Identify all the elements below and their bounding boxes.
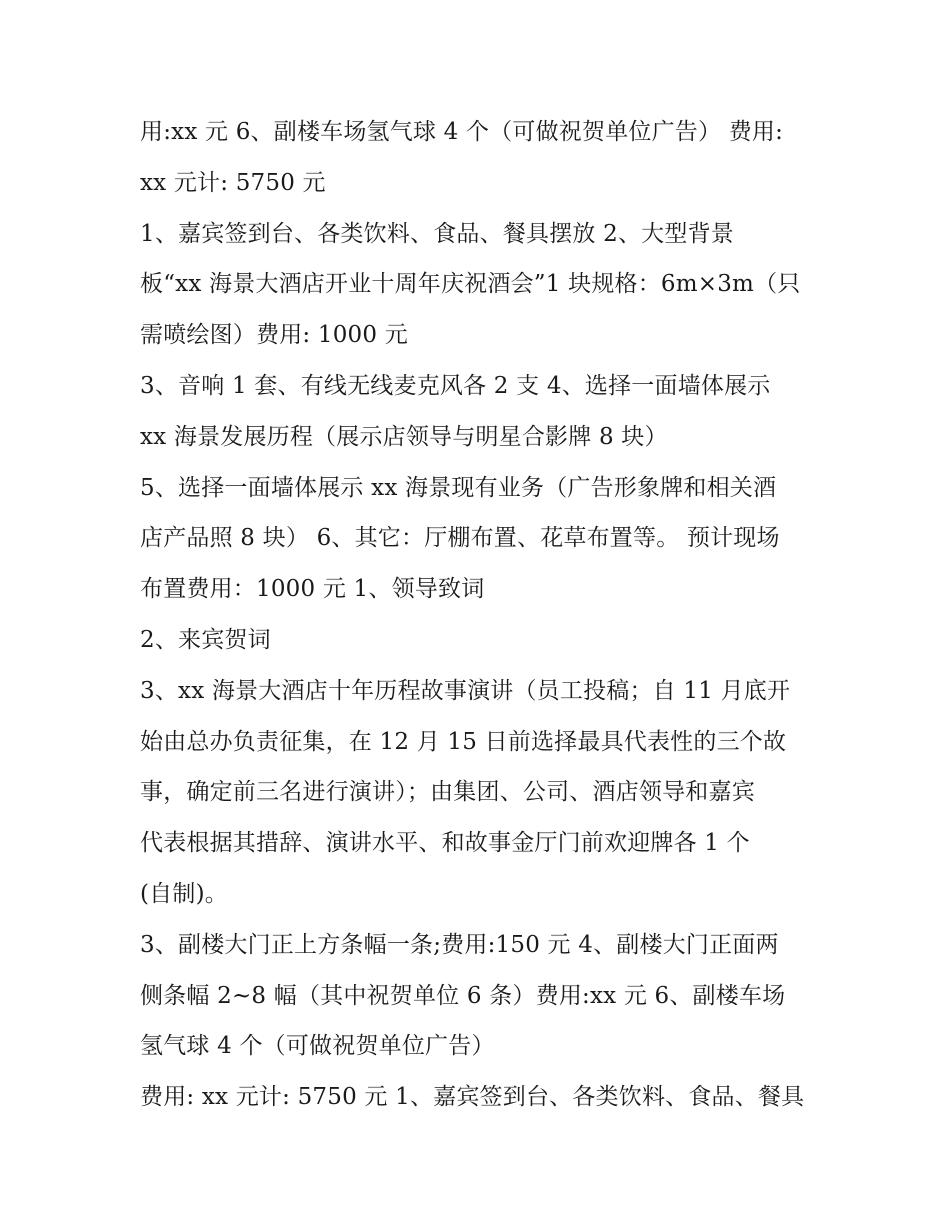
text-line-18: 侧条幅 2~8 幅（其中祝贺单位 6 条）费用:xx 元 6、副楼车场 bbox=[140, 982, 786, 1009]
text-line-8: 5、选择一面墙体展示 xx 海景现有业务（广告形象牌和相关酒 bbox=[140, 474, 777, 501]
text-line-7: xx 海景发展历程（展示店领导与明星合影牌 8 块） bbox=[140, 423, 668, 450]
document-body bbox=[140, 107, 820, 1123]
text-line-11: 2、来宾贺词 bbox=[140, 626, 271, 653]
text-line-12: 3、xx 海景大酒店十年历程故事演讲（员工投稿；自 11 月底开 bbox=[140, 677, 791, 704]
text-line-5: 需喷绘图）费用: 1000 元 bbox=[140, 322, 408, 349]
text-line-1: 用:xx 元 6、副楼车场氢气球 4 个（可做祝贺单位广告） 费用: bbox=[140, 119, 784, 145]
text-line-16: (自制)。 bbox=[140, 880, 228, 907]
text-line-6: 3、音响 1 套、有线无线麦克风各 2 支 4、选择一面墙体展示 bbox=[140, 372, 771, 399]
text-line-2: xx 元计: 5750 元 bbox=[140, 169, 326, 196]
text-line-15: 代表根据其措辞、演讲水平、和故事金厅门前欢迎牌各 1 个 bbox=[140, 830, 750, 857]
text-line-10: 布置费用：1000 元 1、领导致词 bbox=[140, 576, 485, 603]
text-line-14: 事，确定前三名进行演讲）；由集团、公司、酒店领导和嘉宾 bbox=[140, 779, 755, 806]
text-line-13: 始由总办负责征集，在 12 月 15 日前选择最具代表性的三个故 bbox=[140, 728, 787, 755]
text-line-19: 氢气球 4 个（可做祝贺单位广告） bbox=[140, 1033, 495, 1060]
text-line-4: 板“xx 海景大酒店开业十周年庆祝酒会”1 块规格：6m×3m（只 bbox=[140, 271, 801, 298]
text-line-20: 费用: xx 元计: 5750 元 1、嘉宾签到台、各类饮料、食品、餐具 bbox=[140, 1084, 805, 1111]
text-line-9: 店产品照 8 块） 6、其它：厅棚布置、花草布置等。 预计现场 bbox=[140, 525, 780, 552]
text-line-3: 1、嘉宾签到台、各类饮料、食品、餐具摆放 2、大型背景 bbox=[140, 220, 734, 247]
text-line-17: 3、副楼大门正上方条幅一条;费用:150 元 4、副楼大门正面两 bbox=[140, 931, 779, 958]
